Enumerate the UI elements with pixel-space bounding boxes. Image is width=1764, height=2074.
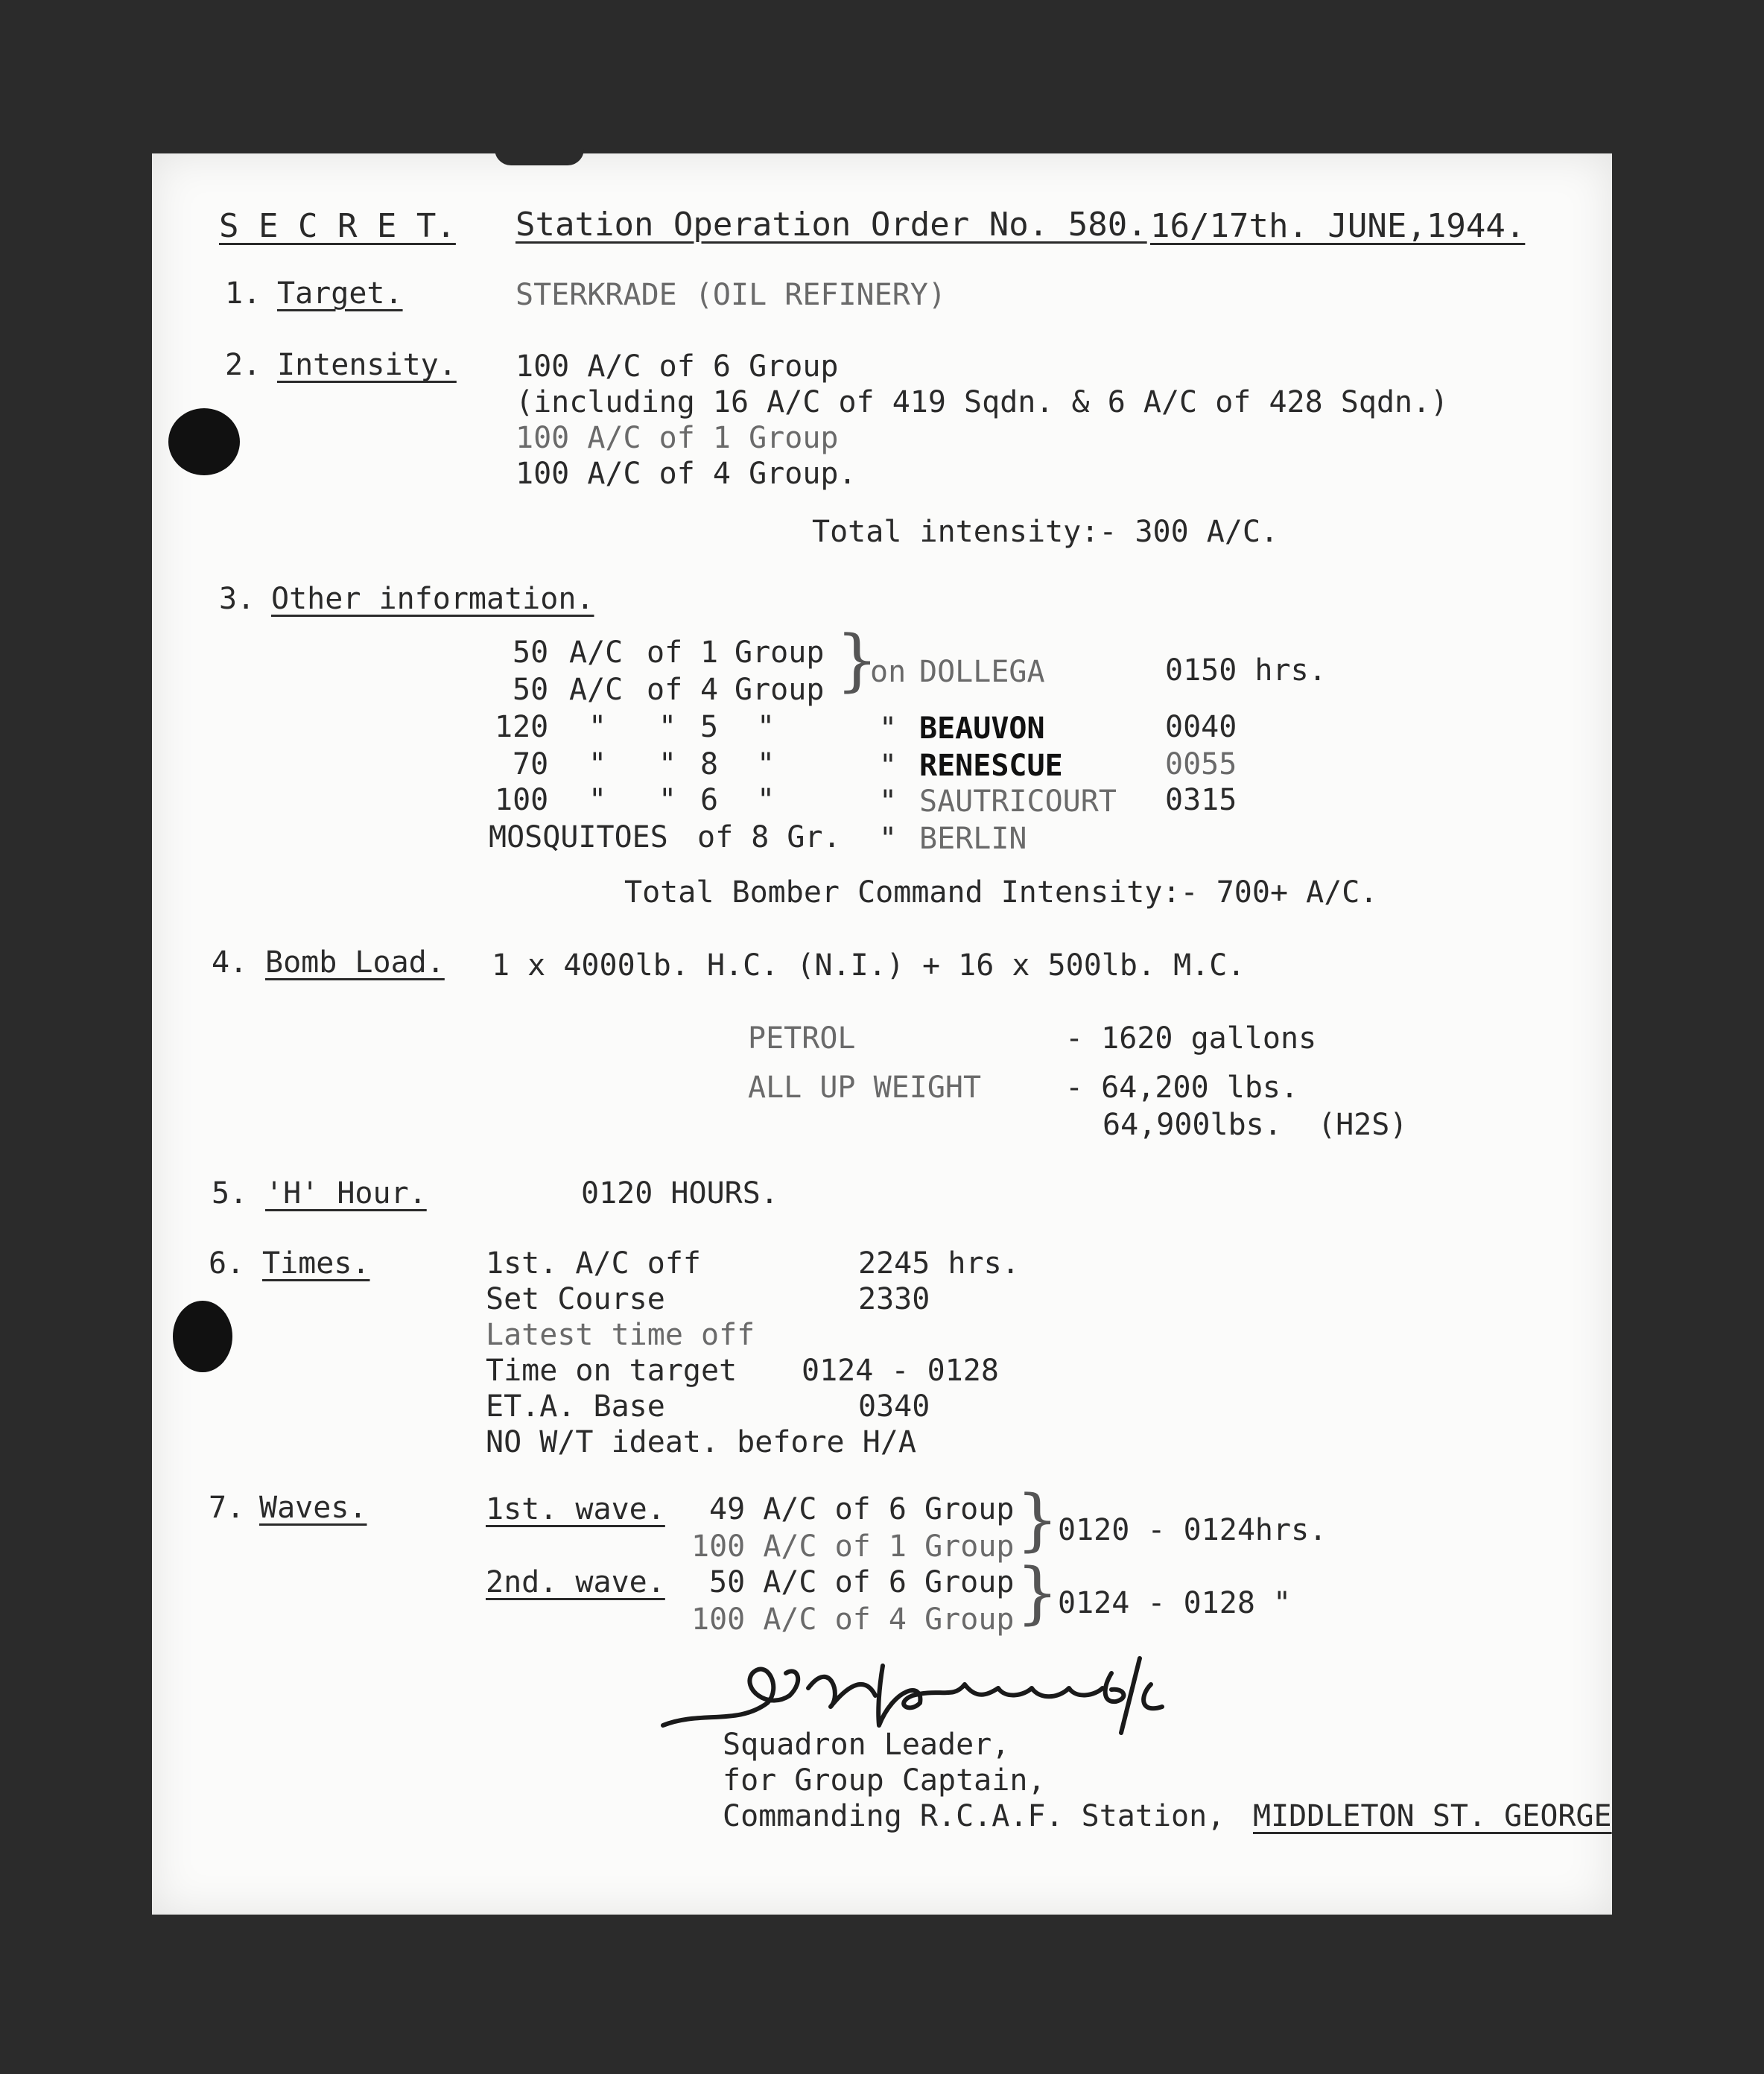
auw-label: ALL UP WEIGHT [748,1071,982,1105]
cell-qty: 100 [495,783,549,817]
cell-of: " [659,710,677,744]
cell-qty: MOSQUITOES [489,820,668,854]
times-key: 1st. A/C off [486,1246,701,1281]
intensity-line: 100 A/C of 4 Group. [515,457,857,491]
cell-group-number: 4 [700,673,719,707]
cell-on: " [879,711,898,746]
cell-qty: 120 [495,710,549,744]
cell-ac: of 8 Gr. [697,820,841,854]
auw-value: - 64,200 lbs. [1065,1071,1299,1105]
section-6-label: Times. [262,1246,370,1281]
section-4-label: Bomb Load. [265,945,445,980]
section-1-number: 1. [225,276,261,311]
cell-time: 0150 hrs. [1165,653,1327,688]
section-3-number: 3. [219,582,256,616]
wave-1-time: 0120 - 0124hrs. [1058,1513,1327,1547]
times-key: Time on target [486,1354,737,1388]
times-key: Latest time off [486,1318,755,1352]
cell-on: " [879,784,898,819]
auw-value-h2s: 64,900lbs. (H2S) [1102,1108,1408,1142]
wave-2-brace: } [1016,1554,1059,1632]
h-hour-value: 0120 HOURS. [581,1176,778,1211]
petrol-value: - 1620 gallons [1065,1021,1317,1056]
cell-target: RENESCUE [919,749,1063,783]
section-3-label: Other information. [271,582,594,616]
wave-1-group-b: 100 A/C of 1 Group [691,1529,1015,1564]
bomber-command-total: Total Bomber Command Intensity:- 700+ A/C. [624,875,1378,910]
cell-group: Group [735,635,825,670]
wave-2-time: 0124 - 0128 " [1058,1586,1292,1620]
page-tear [495,149,584,165]
cell-group: Group [735,673,825,707]
cell-of: of [647,673,683,707]
times-value: 0340 [858,1389,930,1424]
section-7-label: Waves. [259,1491,367,1525]
cell-ac: A/C [569,635,624,670]
intensity-line: 100 A/C of 6 Group [515,349,839,384]
cell-of: " [659,747,677,781]
intensity-total: Total intensity:- 300 A/C. [812,515,1279,549]
cell-on: " [879,749,898,783]
page-title: Station Operation Order No. 580. [515,206,1147,244]
section-5-label: 'H' Hour. [265,1176,427,1211]
times-key: NO W/T ideat. before H/A [486,1425,916,1459]
cell-time: 0315 [1165,783,1237,817]
station-name: MIDDLETON ST. GEORGE [1253,1799,1612,1833]
cell-qty: 50 [513,673,549,707]
cell-group-number: 6 [700,783,719,817]
bomb-load-value: 1 x 4000lb. H.C. (N.I.) + 16 x 500lb. M.C. [492,948,1246,983]
cell-group: " [757,783,775,817]
punch-hole-top [168,408,240,475]
wave-2-group-a: 50 A/C of 6 Group [709,1565,1015,1599]
section-1-label: Target. [277,276,403,311]
cell-qty: 70 [513,747,549,781]
cell-target: BEAUVON [919,711,1045,746]
wave-1-label: 1st. wave. [486,1492,665,1526]
section-6-number: 6. [209,1246,245,1281]
signatory-for: for Group Captain, [723,1763,1046,1798]
cell-target: SAUTRICOURT [919,784,1117,819]
cell-target: DOLLEGA [919,655,1045,689]
cell-on: " [879,822,898,856]
cell-ac: " [588,747,607,781]
wave-2-label: 2nd. wave. [486,1565,665,1599]
times-value: 2245 hrs. [858,1246,1020,1281]
cell-ac: A/C [569,673,624,707]
cell-on: on [870,655,907,689]
times-value: 2330 [858,1282,930,1316]
intensity-line: 100 A/C of 1 Group [515,421,839,455]
times-key: ET.A. Base [486,1389,665,1424]
wave-1-group-a: 49 A/C of 6 Group [709,1492,1015,1526]
wave-1-brace: } [1016,1481,1059,1559]
order-date: 16/17th. JUNE,1944. [1150,207,1526,245]
document-page [152,153,1612,1915]
cell-time: 0040 [1165,710,1237,744]
section-5-number: 5. [212,1176,248,1211]
target-value: STERKRADE (OIL REFINERY) [515,278,946,312]
classification-label: S E C R E T. [219,207,456,245]
section-4-number: 4. [212,945,248,980]
cell-target: BERLIN [919,822,1027,856]
signatory-command: Commanding R.C.A.F. Station, [723,1799,1225,1833]
cell-group: " [757,710,775,744]
cell-time: 0055 [1165,747,1237,781]
cell-group-number: 1 [700,635,719,670]
group-brace: } [836,621,879,700]
cell-group: " [757,747,775,781]
cell-group-number: 8 [700,747,719,781]
cell-ac: " [588,783,607,817]
section-2-label: Intensity. [277,348,457,382]
intensity-line: (including 16 A/C of 419 Sqdn. & 6 A/C of 428 Sqdn.) [515,385,1449,419]
cell-qty: 50 [513,635,549,670]
punch-hole-bottom [173,1301,232,1372]
cell-ac: " [588,710,607,744]
section-7-number: 7. [209,1491,245,1525]
section-2-number: 2. [225,348,261,382]
cell-of: of [647,635,683,670]
petrol-label: PETROL [748,1021,856,1056]
cell-of: " [659,783,677,817]
times-value: 0124 - 0128 [802,1354,999,1388]
signatory-rank: Squadron Leader, [723,1728,1010,1762]
wave-2-group-b: 100 A/C of 4 Group [691,1602,1015,1637]
cell-group-number: 5 [700,710,719,744]
times-key: Set Course [486,1282,665,1316]
